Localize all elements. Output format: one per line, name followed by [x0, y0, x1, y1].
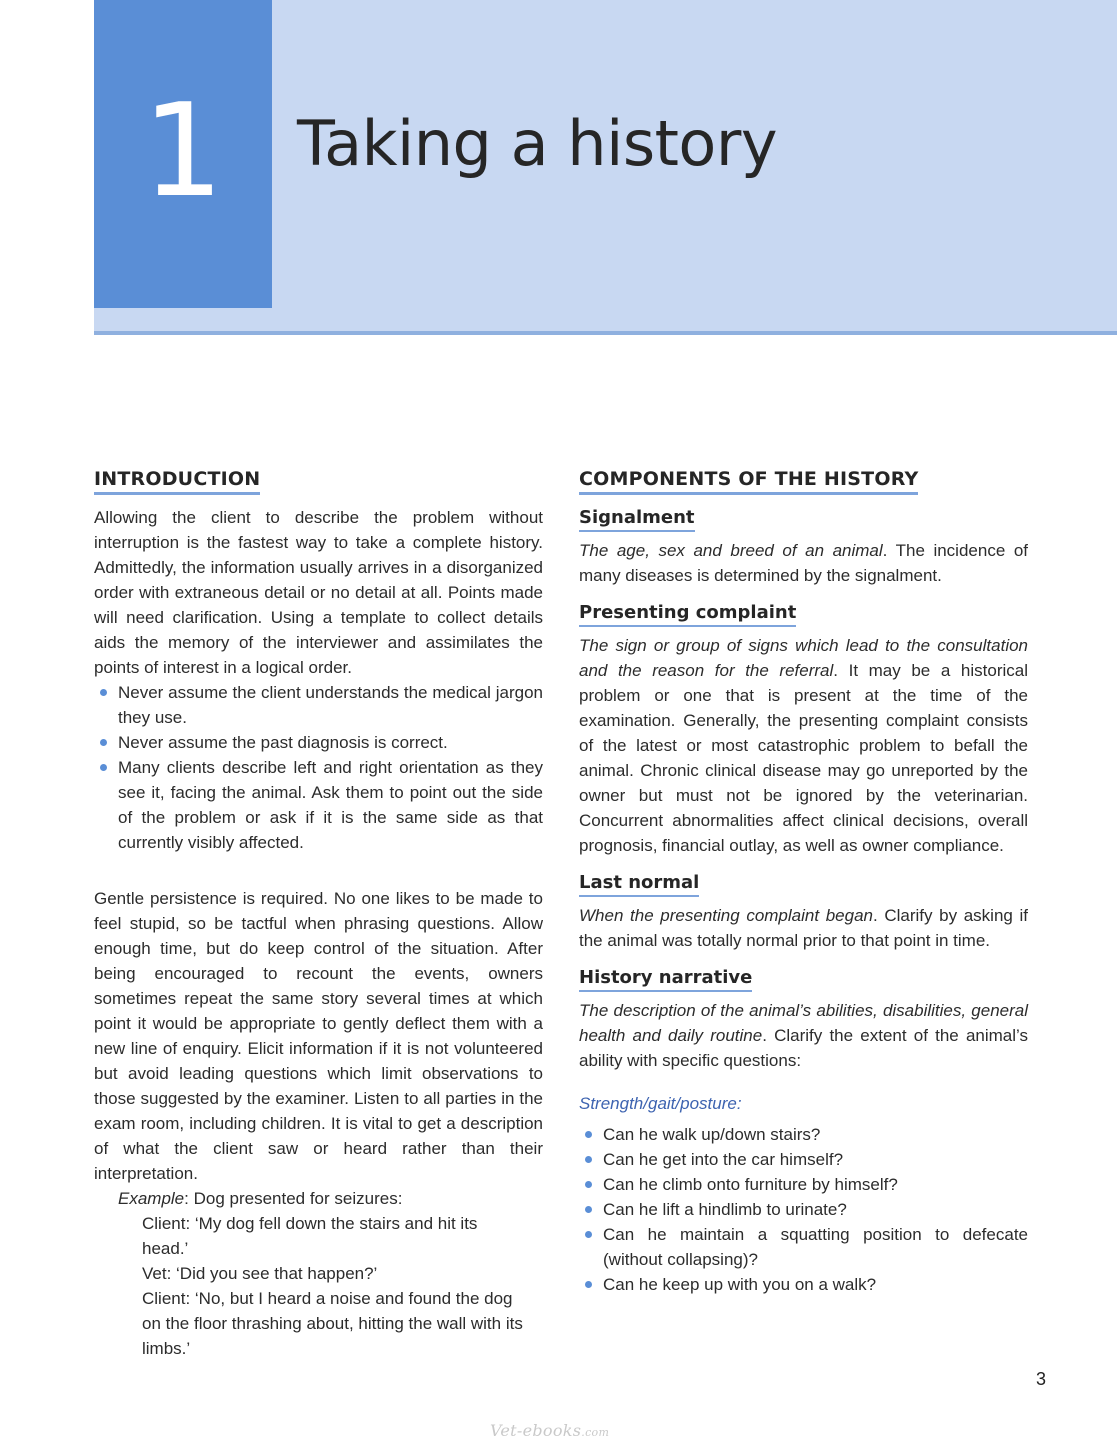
presenting-complaint-text — [579, 633, 1028, 858]
last-normal-section — [579, 870, 1028, 953]
list-item: Can he walk up/down stairs? — [579, 1122, 1028, 1147]
list-item: Can he keep up with you on a walk? — [579, 1272, 1028, 1297]
signalment-heading: Signalment — [579, 506, 695, 532]
list-item: Many clients describe left and right orientation as they see it, facing the animal. Ask them to point out the side of the problem or ask if it is the same side as that currently visibly affected. — [94, 755, 543, 855]
dialogue-line: Client: ‘No, but I heard a noise and found the dog on the floor thrashing about, hitting the wall with its limbs.’ — [142, 1289, 523, 1358]
history-narrative-text — [579, 998, 1028, 1073]
history-narrative-heading: History narrative — [579, 966, 752, 992]
list-item: Never assume the past diagnosis is correct. — [94, 730, 543, 755]
strength-questions-list — [579, 1122, 1028, 1297]
chapter-header-rule — [94, 331, 1117, 335]
signalment-lede: The age, sex and breed of an animal — [579, 541, 883, 560]
history-narrative-lede: The description of the animal’s abilities, disabilities, general health and daily routine — [579, 1001, 1028, 1045]
dialogue-line: Vet: ‘Did you see that happen?’ — [142, 1264, 378, 1283]
list-item: Can he climb onto furniture by himself? — [579, 1172, 1028, 1197]
presenting-complaint-lede: The sign or group of signs which lead to the consultation and the reason for the referral — [579, 636, 1028, 680]
signalment-section — [579, 505, 1028, 588]
introduction-paragraph-2: Gentle persistence is required. No one likes to be made to feel stupid, so be tactful when phrasing questions. Allow enough time, but do keep control of the situation. After being encouraged to recount the events, owners sometimes repeat the same story several times at which point it would be appropriate to gently deflect them with a new line of enquiry. Elicit information if it is not volunteered but avoid leading questions which limit observations to those suggested by the examiner. Listen to all parties in the exam room, including children. It is vital to get a description of what the client saw or heard rather than their interpretation. — [94, 889, 543, 1183]
presenting-complaint-heading: Presenting complaint — [579, 601, 796, 627]
list-item: Can he get into the car himself? — [579, 1147, 1028, 1172]
example-text: : Dog presented for seizures: — [184, 1189, 403, 1208]
page-number: 3 — [1036, 1369, 1047, 1389]
left-column — [94, 466, 543, 1361]
chapter-title: Taking a history — [297, 107, 778, 180]
last-normal-text — [579, 903, 1028, 953]
example-line — [94, 1186, 543, 1211]
list-item: Never assume the client understands the medical jargon they use. — [94, 680, 543, 730]
presenting-complaint-section — [579, 600, 1028, 858]
presenting-complaint-body: . It may be a historical problem or one that is present at the time of the examination. Generally, the presenting complaint consists of the latest or most catastrophic problem to befall the animal. Chronic clinical disease may go unreported by the owner but must not be ignored by the veterinarian. Concurrent abnormalities affect clinical decisions, overall prognosis, financial outlay, as well as owner compliance. — [579, 661, 1028, 855]
signalment-text — [579, 538, 1028, 588]
signalment-body: . The incidence of many diseases is determined by the signalment. — [579, 541, 1029, 585]
history-narrative-body: . Clarify the extent of the animal’s ability with specific questions: — [579, 1026, 1028, 1070]
introduction-heading: INTRODUCTION — [94, 466, 260, 495]
right-column — [579, 466, 1028, 1309]
introduction-paragraph-1: Allowing the client to describe the problem without interruption is the fastest way to take a complete history. Admittedly, the information usually arrives in a disorganized order with extraneous detail or no detail at all. Points made will need clarification. Using a template to collect details aids the memory of the interviewer and assimilates the points of interest in a logical order. — [94, 508, 543, 677]
watermark-main: Vet-ebooks — [490, 1421, 582, 1440]
last-normal-heading: Last normal — [579, 871, 699, 897]
chapter-number: 1 — [142, 77, 224, 226]
dialogue-line: Client: ‘My dog fell down the stairs and hit its head.’ — [142, 1214, 478, 1258]
list-item: Can he maintain a squatting position to defecate (without collapsing)? — [579, 1222, 1028, 1272]
strength-gait-posture-subheading: Strength/gait/posture: — [579, 1094, 742, 1113]
components-heading: COMPONENTS OF THE HISTORY — [579, 466, 918, 495]
example-label: Example — [118, 1189, 185, 1208]
history-narrative-section — [579, 965, 1028, 1297]
last-normal-body: . Clarify by asking if the animal was totally normal prior to that point in time. — [579, 906, 1028, 950]
list-item: Can he lift a hindlimb to urinate? — [579, 1197, 1028, 1222]
paragraph-gap — [94, 855, 543, 886]
watermark — [490, 1421, 609, 1440]
introduction-bullet-list — [94, 680, 543, 855]
last-normal-lede: When the presenting complaint began — [579, 906, 873, 925]
watermark-suffix: .com — [581, 1426, 610, 1439]
example-dialogue — [94, 1211, 543, 1361]
